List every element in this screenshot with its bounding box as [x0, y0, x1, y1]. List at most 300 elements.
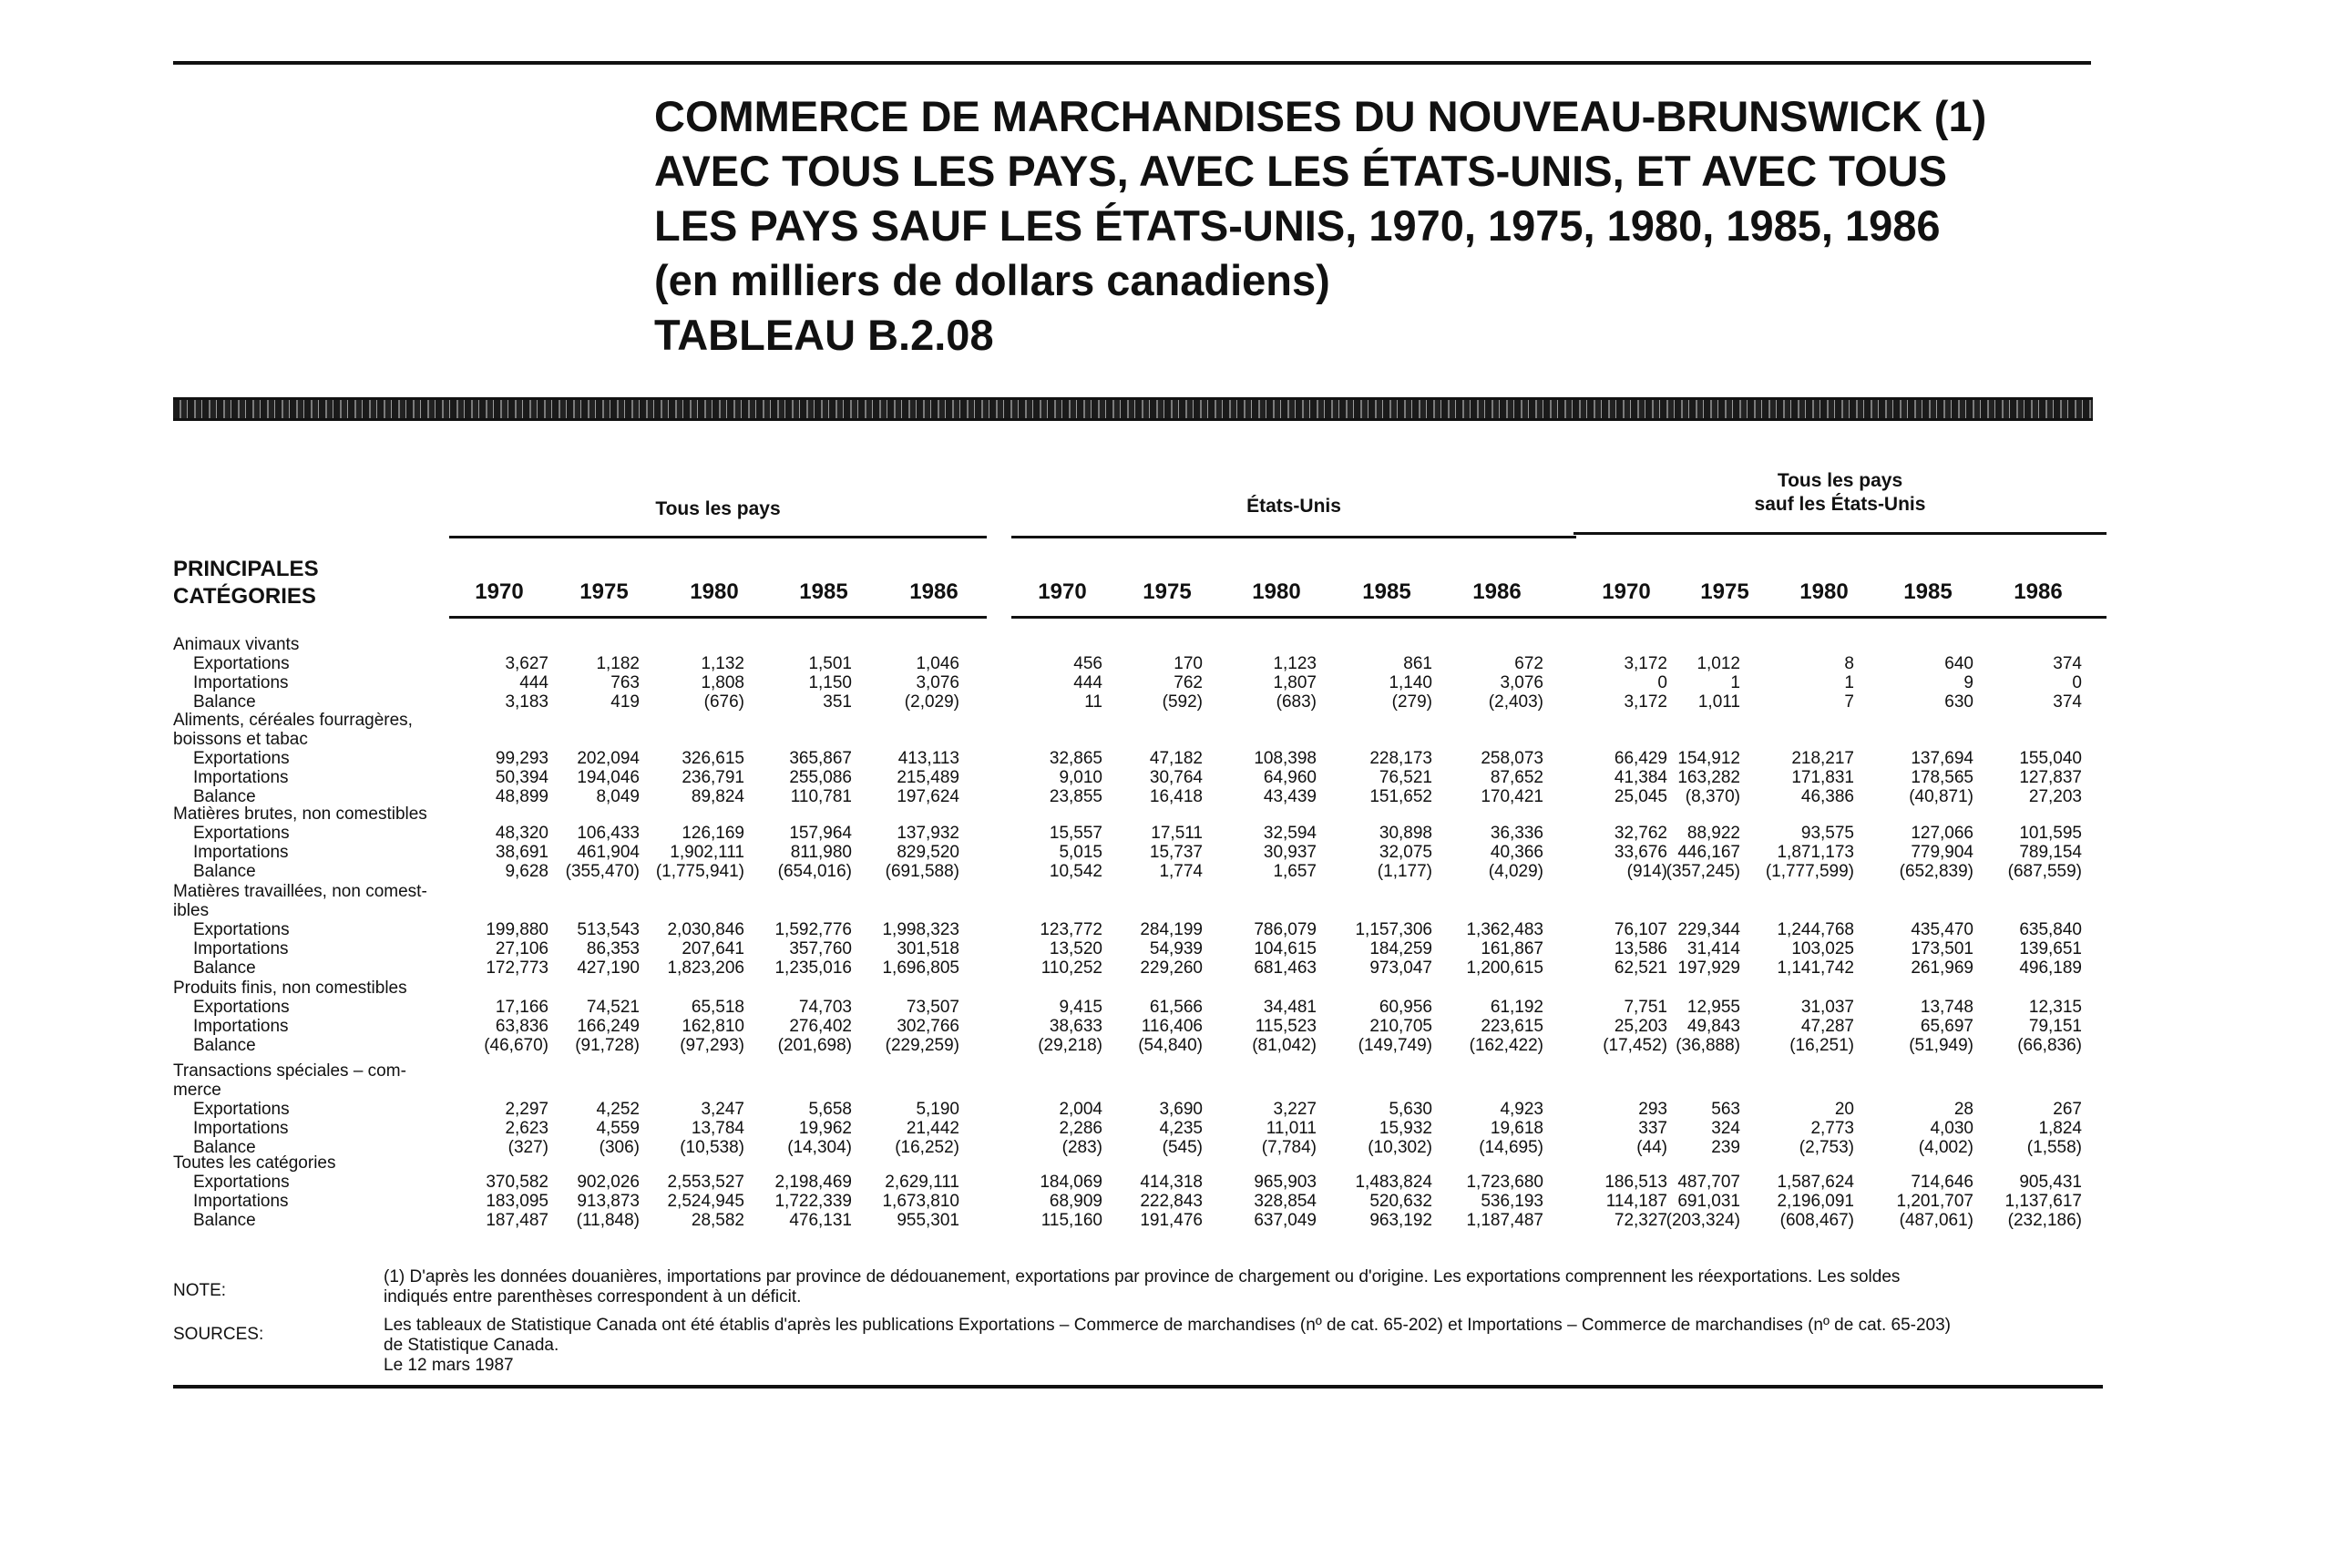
table-cell: 65,518	[691, 998, 744, 1017]
table-cell: (2,753)	[1799, 1138, 1854, 1157]
table-cell: 89,824	[691, 787, 744, 806]
table-cell: 276,402	[789, 1017, 852, 1036]
table-cell: 446,167	[1677, 843, 1740, 862]
table-cell: 635,840	[2019, 920, 2082, 939]
row-label: Importations	[193, 768, 289, 787]
table-cell: 74,703	[798, 998, 852, 1017]
title-line: AVEC TOUS LES PAYS, AVEC LES ÉTATS-UNIS, ET AVEC TOUS	[654, 147, 1947, 195]
table-cell: 110,252	[1040, 958, 1102, 978]
table-cell: 15,557	[1049, 824, 1102, 843]
year-header: 1986	[1472, 579, 1522, 604]
table-cell: 973,047	[1369, 958, 1432, 978]
row-label: Importations	[193, 673, 289, 692]
table-cell: 2,286	[1059, 1119, 1102, 1138]
table-cell: 2,030,846	[667, 920, 744, 939]
table-cell: 115,523	[1255, 1017, 1317, 1036]
table-cell: (54,840)	[1138, 1036, 1203, 1055]
page-title	[654, 89, 2130, 363]
table-cell: 33,676	[1614, 843, 1667, 862]
table-cell: 435,470	[1911, 920, 1973, 939]
table-cell: (14,695)	[1479, 1138, 1543, 1157]
group-heading-excluding-us	[1574, 469, 2107, 517]
table-cell: 11	[1084, 692, 1102, 712]
table-cell: 413,113	[897, 749, 959, 768]
table-cell: 187,487	[486, 1211, 548, 1230]
year-header: 1980	[1799, 579, 1849, 604]
table-cell: 74,521	[586, 998, 640, 1017]
table-cell: 370,582	[486, 1173, 548, 1192]
table-cell: 351	[823, 692, 852, 712]
table-cell: 5,190	[916, 1100, 959, 1119]
category-name: boissons et tabac	[173, 730, 308, 749]
table-cell: 255,086	[789, 768, 852, 787]
table-cell: (652,839)	[1899, 862, 1973, 881]
table-cell: 191,476	[1140, 1211, 1203, 1230]
table-cell: 139,651	[2019, 939, 2082, 958]
table-cell: 101,595	[2019, 824, 2082, 843]
table-cell: (201,698)	[777, 1036, 852, 1055]
group-rule	[1574, 532, 2107, 535]
table-cell: 47,182	[1149, 749, 1203, 768]
table-cell: 5,015	[1059, 843, 1102, 862]
table-cell: 1,201,707	[1896, 1192, 1973, 1211]
table-cell: (203,324)	[1666, 1211, 1740, 1230]
table-cell: 301,518	[897, 939, 959, 958]
table-cell: 913,873	[577, 1192, 640, 1211]
category-name: Aliments, céréales fourragères,	[173, 711, 413, 730]
year-header: 1986	[909, 579, 958, 604]
table-cell: 1,998,323	[882, 920, 959, 939]
bottom-rule	[173, 1385, 2103, 1389]
table-cell: 4,923	[1500, 1100, 1543, 1119]
table-cell: 3,627	[505, 654, 548, 673]
year-header: 1985	[799, 579, 848, 604]
table-cell: 13,520	[1049, 939, 1102, 958]
table-cell: 681,463	[1254, 958, 1317, 978]
table-cell: 72,327	[1614, 1211, 1667, 1230]
table-cell: (10,538)	[680, 1138, 744, 1157]
table-cell: 76,521	[1379, 768, 1432, 787]
table-cell: 116,406	[1141, 1017, 1203, 1036]
table-cell: 27,203	[2028, 787, 2082, 806]
table-cell: (16,252)	[895, 1138, 959, 1157]
category-name: ibles	[173, 901, 210, 920]
year-header: 1970	[1602, 579, 1651, 604]
table-cell: 1	[1844, 673, 1854, 692]
table-cell: (44)	[1636, 1138, 1667, 1157]
row-label: Importations	[193, 1119, 289, 1138]
table-cell: 41,384	[1614, 768, 1667, 787]
table-cell: 1,012	[1697, 654, 1740, 673]
table-cell: (914)	[1626, 862, 1667, 881]
table-cell: 49,843	[1686, 1017, 1740, 1036]
table-cell: 229,344	[1677, 920, 1740, 939]
table-cell: 1,722,339	[774, 1192, 852, 1211]
table-cell: (17,452)	[1603, 1036, 1667, 1055]
table-cell: 1,235,016	[774, 958, 852, 978]
table-cell: 110,781	[790, 787, 852, 806]
table-cell: 15,737	[1149, 843, 1203, 862]
table-cell: 374	[2053, 692, 2082, 712]
row-label: Exportations	[193, 654, 290, 673]
row-label: Exportations	[193, 920, 290, 939]
table-cell: 184,069	[1040, 1173, 1102, 1192]
table-cell: 15,932	[1379, 1119, 1432, 1138]
table-cell: 178,565	[1911, 768, 1973, 787]
table-cell: 955,301	[897, 1211, 959, 1230]
table-cell: 2,553,527	[667, 1173, 744, 1192]
table-cell: 3,227	[1273, 1100, 1317, 1119]
category-name: Matières brutes, non comestibles	[173, 804, 427, 824]
table-cell: (1,177)	[1377, 862, 1432, 881]
table-cell: (654,016)	[777, 862, 852, 881]
table-cell: (16,251)	[1789, 1036, 1854, 1055]
table-cell: (608,467)	[1779, 1211, 1854, 1230]
table-cell: 1,807	[1273, 673, 1317, 692]
table-cell: 536,193	[1481, 1192, 1543, 1211]
table-cell: (355,470)	[565, 862, 640, 881]
row-label: Exportations	[193, 1173, 290, 1192]
table-cell: 154,912	[1677, 749, 1740, 768]
table-cell: 157,964	[789, 824, 852, 843]
table-cell: 2,524,945	[667, 1192, 744, 1211]
header-rule	[449, 616, 987, 619]
table-cell: 48,899	[495, 787, 548, 806]
year-header: 1980	[690, 579, 739, 604]
table-cell: 115,160	[1040, 1211, 1102, 1230]
table-cell: 476,131	[789, 1211, 852, 1230]
table-cell: 1,187,487	[1466, 1211, 1543, 1230]
row-label: Balance	[193, 958, 256, 978]
table-cell: (66,836)	[2017, 1036, 2082, 1055]
table-cell: (691,588)	[885, 862, 959, 881]
table-cell: (279)	[1391, 692, 1432, 712]
table-cell: (357,245)	[1666, 862, 1740, 881]
table-cell: 11,011	[1266, 1119, 1317, 1138]
table-cell: 36,336	[1490, 824, 1543, 843]
table-cell: (7,784)	[1261, 1138, 1317, 1157]
table-cell: (229,259)	[885, 1036, 959, 1055]
table-cell: 324	[1711, 1119, 1740, 1138]
table-cell: 357,760	[789, 939, 852, 958]
table-cell: 2,196,091	[1777, 1192, 1854, 1211]
table-cell: 3,172	[1624, 692, 1667, 712]
row-label: Exportations	[193, 998, 290, 1017]
table-cell: 1,141,742	[1777, 958, 1854, 978]
table-cell: 236,791	[682, 768, 744, 787]
table-cell: 1,808	[701, 673, 744, 692]
table-cell: (51,949)	[1909, 1036, 1973, 1055]
table-cell: 1,140	[1389, 673, 1432, 692]
table-cell: 762	[1174, 673, 1203, 692]
table-cell: 43,439	[1263, 787, 1317, 806]
table-cell: 12,315	[2028, 998, 2082, 1017]
table-cell: 172,773	[486, 958, 548, 978]
table-cell: 170	[1174, 654, 1203, 673]
table-cell: 1,132	[701, 654, 744, 673]
table-cell: 1,244,768	[1777, 920, 1854, 939]
category-name: merce	[173, 1081, 221, 1100]
table-cell: 1,123	[1273, 654, 1317, 673]
table-cell: (232,186)	[2007, 1211, 2082, 1230]
row-label: Balance	[193, 862, 256, 881]
table-cell: 786,079	[1254, 920, 1317, 939]
table-cell: 267	[2053, 1100, 2082, 1119]
table-cell: 87,652	[1490, 768, 1543, 787]
table-cell: 137,932	[897, 824, 959, 843]
table-cell: 197,929	[1677, 958, 1740, 978]
table-cell: 365,867	[789, 749, 852, 768]
table-cell: 1,200,615	[1466, 958, 1543, 978]
table-cell: 31,414	[1686, 939, 1740, 958]
table-cell: 902,026	[577, 1173, 640, 1192]
table-cell: 61,566	[1149, 998, 1203, 1017]
table-cell: 3,690	[1159, 1100, 1203, 1119]
table-cell: 76,107	[1614, 920, 1667, 939]
sources-label: SOURCES:	[173, 1325, 264, 1344]
table-cell: 93,575	[1800, 824, 1854, 843]
table-cell: 691,031	[1677, 1192, 1740, 1211]
note-label: NOTE:	[173, 1281, 227, 1300]
table-cell: 161,867	[1481, 939, 1543, 958]
table-cell: 444	[1073, 673, 1102, 692]
table-cell: 20	[1834, 1100, 1854, 1119]
table-cell: 1,182	[596, 654, 640, 673]
year-header: 1975	[579, 579, 629, 604]
row-label: Balance	[193, 787, 256, 806]
table-cell: 48,320	[495, 824, 548, 843]
sources-text: Les tableaux de Statistique Canada ont été établis d'après les publications Exportations – Commerce de marchandises (nº de cat. 65-202) et Importations – Commerce de marchandises (nº de cat. 65-203) de Statistique Canada. Le 12 mars 1987	[384, 1316, 2106, 1376]
table-cell: 222,843	[1140, 1192, 1203, 1211]
table-cell: 106,433	[577, 824, 640, 843]
table-cell: 1	[1730, 673, 1740, 692]
table-cell: 1,157,306	[1355, 920, 1432, 939]
table-cell: 5,658	[808, 1100, 852, 1119]
table-cell: 9,010	[1059, 768, 1102, 787]
table-cell: 170,421	[1481, 787, 1543, 806]
row-label: Importations	[193, 939, 289, 958]
table-cell: 54,939	[1149, 939, 1203, 958]
category-name: Matières travaillées, non comest-	[173, 882, 427, 901]
table-cell: 23,855	[1049, 787, 1102, 806]
table-cell: 3,076	[1500, 673, 1543, 692]
table-cell: 50,394	[495, 768, 548, 787]
table-cell: 7,751	[1624, 998, 1667, 1017]
table-cell: 19,962	[798, 1119, 852, 1138]
table-cell: 32,865	[1049, 749, 1102, 768]
table-cell: 19,618	[1490, 1119, 1543, 1138]
table-cell: 162,810	[682, 1017, 744, 1036]
table-cell: 0	[1657, 673, 1667, 692]
table-cell: 123,772	[1040, 920, 1102, 939]
table-cell: (687,559)	[2007, 862, 2082, 881]
table-cell: 0	[2072, 673, 2082, 692]
table-cell: 10,542	[1049, 862, 1102, 881]
table-cell: 963,192	[1369, 1211, 1432, 1230]
table-cell: 9,628	[505, 862, 548, 881]
table-cell: 487,707	[1677, 1173, 1740, 1192]
table-cell: 13,784	[691, 1119, 744, 1138]
group-rule	[1011, 536, 1576, 538]
table-cell: 8	[1844, 654, 1854, 673]
table-cell: (40,871)	[1909, 787, 1973, 806]
table-cell: 28,582	[691, 1211, 744, 1230]
table-cell: 47,287	[1800, 1017, 1854, 1036]
table-cell: 68,909	[1049, 1192, 1102, 1211]
table-cell: 2,773	[1810, 1119, 1854, 1138]
table-cell: 513,543	[577, 920, 640, 939]
table-cell: 829,520	[897, 843, 959, 862]
table-cell: 563	[1711, 1100, 1740, 1119]
table-cell: 184,259	[1369, 939, 1432, 958]
table-cell: 337	[1638, 1119, 1667, 1138]
table-cell: (283)	[1061, 1138, 1102, 1157]
table-cell: 32,594	[1263, 824, 1317, 843]
table-cell: 30,764	[1149, 768, 1203, 787]
table-cell: 3,172	[1624, 654, 1667, 673]
table-cell: 1,483,824	[1355, 1173, 1432, 1192]
table-cell: 186,513	[1604, 1173, 1667, 1192]
table-cell: 1,592,776	[774, 920, 852, 939]
category-name: Transactions spéciales – com-	[173, 1061, 406, 1081]
table-cell: 16,418	[1149, 787, 1203, 806]
table-cell: 40,366	[1490, 843, 1543, 862]
table-cell: 199,880	[486, 920, 548, 939]
table-cell: 419	[610, 692, 640, 712]
title-line: LES PAYS SAUF LES ÉTATS-UNIS, 1970, 1975, 1980, 1985, 1986	[654, 201, 1941, 250]
table-cell: 284,199	[1140, 920, 1203, 939]
table-cell: 215,489	[897, 768, 959, 787]
table-cell: 496,189	[2019, 958, 2082, 978]
table-cell: 2,623	[505, 1119, 548, 1138]
table-cell: (8,370)	[1685, 787, 1740, 806]
year-header: 1970	[475, 579, 524, 604]
table-cell: (1,558)	[2026, 1138, 2082, 1157]
table-cell: 1,723,680	[1466, 1173, 1543, 1192]
table-cell: 4,235	[1159, 1119, 1203, 1138]
table-cell: 4,030	[1930, 1119, 1973, 1138]
table-cell: (29,218)	[1038, 1036, 1102, 1055]
table-cell: 114,187	[1605, 1192, 1667, 1211]
table-cell: 5,630	[1389, 1100, 1432, 1119]
table-cell: 3,183	[505, 692, 548, 712]
table-cell: (2,029)	[904, 692, 959, 712]
table-cell: 127,837	[2019, 768, 2082, 787]
year-header: 1975	[1700, 579, 1749, 604]
table-cell: (676)	[703, 692, 744, 712]
table-cell: 1,696,805	[882, 958, 959, 978]
table-cell: 173,501	[1911, 939, 1973, 958]
table-cell: 302,766	[897, 1017, 959, 1036]
top-rule	[173, 61, 2091, 65]
table-cell: 7	[1844, 692, 1854, 712]
document-date: Le 12 mars 1987	[384, 1356, 514, 1375]
table-cell: 779,904	[1911, 843, 1973, 862]
row-label: Balance	[193, 1036, 256, 1055]
table-cell: 9,415	[1059, 998, 1102, 1017]
table-cell: 414,318	[1140, 1173, 1203, 1192]
table-cell: 137,694	[1911, 749, 1973, 768]
title-line: COMMERCE DE MARCHANDISES DU NOUVEAU-BRUNSWICK (1)	[654, 92, 1987, 140]
table-cell: (1,775,941)	[655, 862, 744, 881]
table-cell: 4,559	[596, 1119, 640, 1138]
table-cell: 9	[1963, 673, 1973, 692]
table-cell: 228,173	[1369, 749, 1432, 768]
table-cell: (91,728)	[575, 1036, 640, 1055]
category-name: Produits finis, non comestibles	[173, 979, 407, 998]
table-cell: 61,192	[1490, 998, 1543, 1017]
table-cell: 1,774	[1159, 862, 1203, 881]
table-cell: (545)	[1162, 1138, 1203, 1157]
table-cell: 38,633	[1049, 1017, 1102, 1036]
row-label: Importations	[193, 1192, 289, 1211]
table-cell: 461,904	[577, 843, 640, 862]
table-cell: (162,422)	[1469, 1036, 1543, 1055]
row-label: Exportations	[193, 749, 290, 768]
category-header: PRINCIPALES CATÉGORIES	[173, 557, 319, 609]
header-rule	[1574, 616, 2107, 619]
table-cell: 374	[2053, 654, 2082, 673]
table-cell: 207,641	[682, 939, 744, 958]
table-cell: 108,398	[1254, 749, 1317, 768]
table-cell: 444	[519, 673, 548, 692]
table-cell: 27,106	[495, 939, 548, 958]
table-cell: 151,652	[1369, 787, 1432, 806]
table-cell: 21,442	[906, 1119, 959, 1138]
table-cell: (149,749)	[1358, 1036, 1432, 1055]
table-cell: 12,955	[1686, 998, 1740, 1017]
table-cell: 171,831	[1791, 768, 1854, 787]
table-cell: 2,629,111	[885, 1173, 959, 1192]
table-cell: 99,293	[495, 749, 548, 768]
table-cell: 1,902,111	[670, 843, 744, 862]
table-cell: 1,150	[808, 673, 852, 692]
table-cell: 25,203	[1614, 1017, 1667, 1036]
table-cell: 32,075	[1379, 843, 1432, 862]
decorative-band	[173, 397, 2093, 421]
table-cell: (592)	[1162, 692, 1203, 712]
table-cell: 811,980	[790, 843, 852, 862]
table-cell: 640	[1944, 654, 1973, 673]
group-rule	[449, 536, 987, 538]
table-cell: 28	[1953, 1100, 1973, 1119]
header-rule	[1011, 616, 1576, 619]
table-cell: 861	[1403, 654, 1432, 673]
year-header: 1970	[1038, 579, 1087, 604]
table-cell: 73,507	[906, 998, 959, 1017]
row-label: Exportations	[193, 1100, 290, 1119]
table-cell: 427,190	[577, 958, 640, 978]
group-heading-all-countries: Tous les pays	[655, 498, 781, 519]
title-line: TABLEAU B.2.08	[654, 311, 994, 359]
table-cell: 2,004	[1059, 1100, 1102, 1119]
table-cell: 194,046	[577, 768, 640, 787]
table-cell: (36,888)	[1676, 1036, 1740, 1055]
table-cell: (2,403)	[1488, 692, 1543, 712]
table-cell: 1,824	[2038, 1119, 2082, 1138]
table-cell: 293	[1638, 1100, 1667, 1119]
table-cell: (4,029)	[1488, 862, 1543, 881]
table-cell: 63,836	[495, 1017, 548, 1036]
table-cell: 630	[1944, 692, 1973, 712]
row-label: Importations	[193, 1017, 289, 1036]
table-cell: 3,076	[916, 673, 959, 692]
table-cell: 223,615	[1481, 1017, 1543, 1036]
table-cell: (11,848)	[576, 1211, 640, 1230]
table-cell: 326,615	[682, 749, 744, 768]
table-cell: (306)	[599, 1138, 640, 1157]
table-cell: 328,854	[1254, 1192, 1317, 1211]
